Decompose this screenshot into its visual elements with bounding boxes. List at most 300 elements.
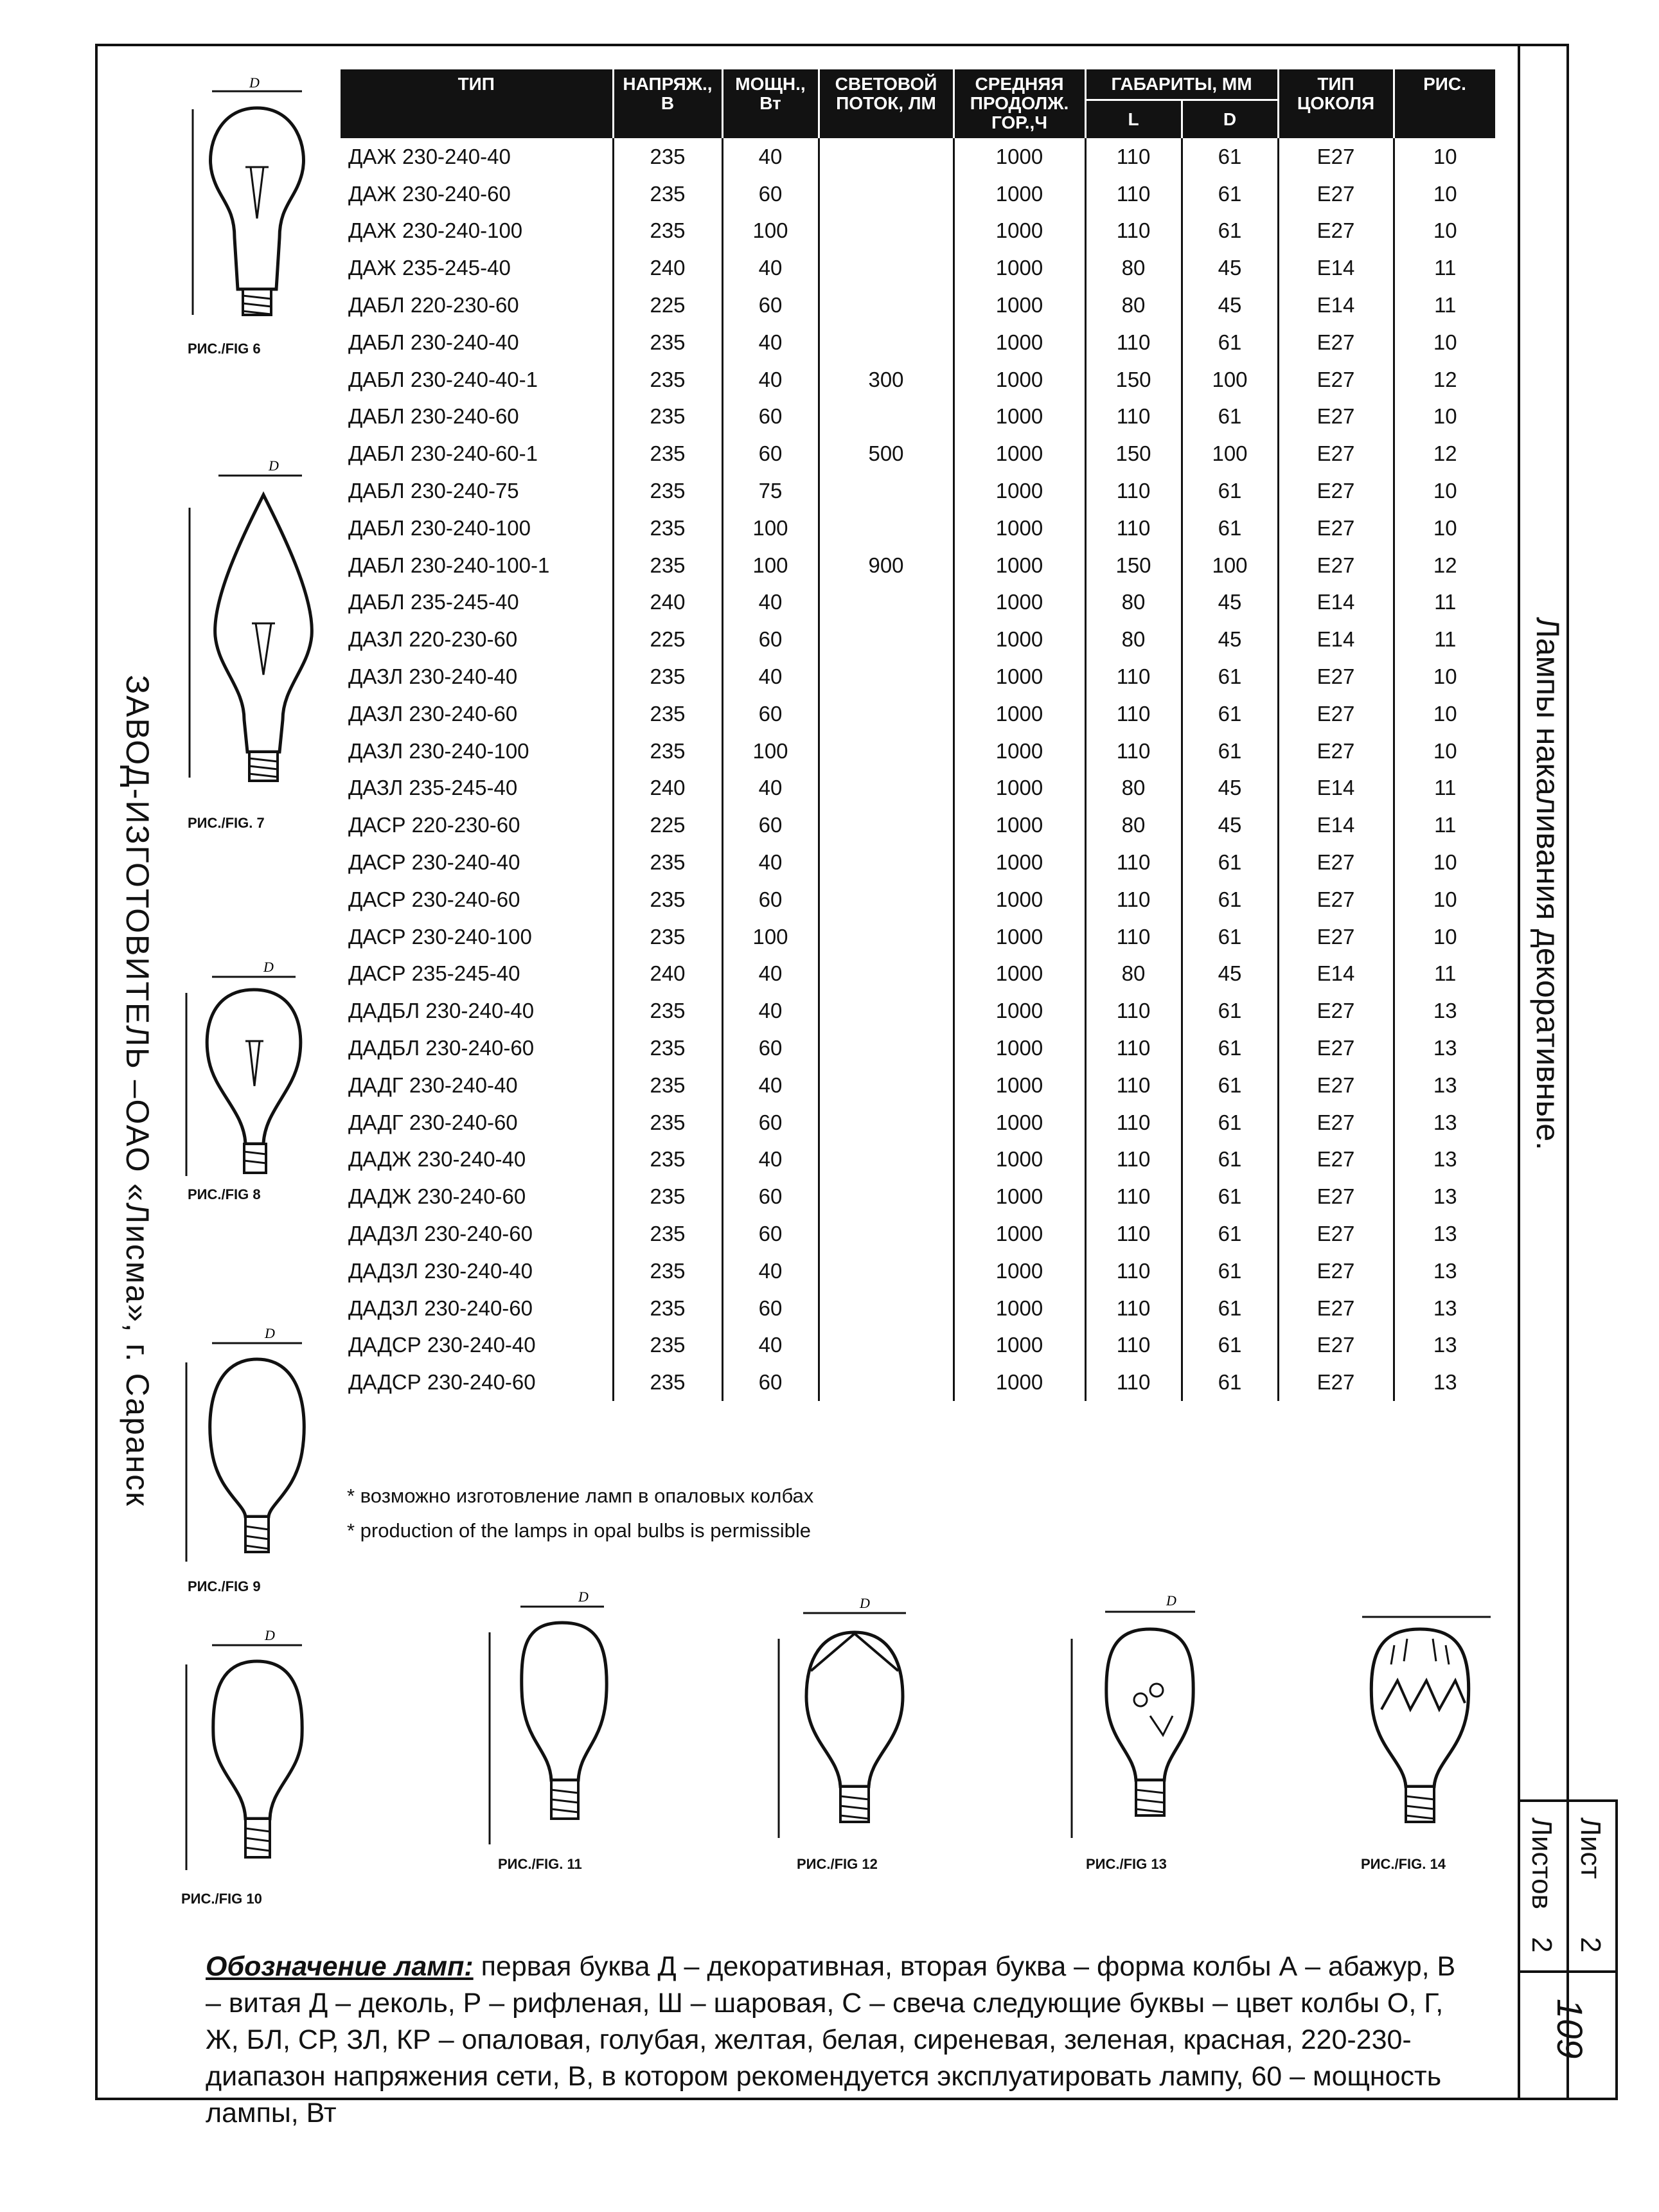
cell-voltage: 235 (613, 1178, 722, 1215)
fig13-d-label: D (1166, 1592, 1176, 1609)
fig11-label: РИС./FIG. 11 (498, 1856, 582, 1872)
cell-voltage: 235 (613, 992, 722, 1030)
cell-diameter: 61 (1182, 733, 1278, 770)
col-header-voltage: НАПРЯЖ., В (613, 69, 722, 138)
cell-voltage: 235 (613, 1215, 722, 1253)
fig6-label: РИС./FIG 6 (188, 341, 261, 357)
cell-type: ДАСР 235-245-40 (341, 956, 613, 993)
cell-voltage: 235 (613, 1067, 722, 1104)
cell-power: 100 (722, 510, 819, 547)
cell-base: E27 (1278, 1215, 1394, 1253)
cell-fig: 13 (1433, 999, 1457, 1023)
cell-type: ДАБЛ 235-245-40 (341, 584, 613, 621)
table-row (341, 918, 1496, 956)
cell-fig: 13 (1433, 1110, 1457, 1134)
table-row (341, 992, 1496, 1030)
table-row (341, 881, 1496, 918)
cell-fig: 10 (1433, 887, 1457, 911)
cell-type: ДАЗЛ 230-240-60 (341, 695, 613, 733)
table-row (341, 1141, 1496, 1179)
cell-type: ДАСР 230-240-40 (341, 844, 613, 881)
cell-voltage: 235 (613, 435, 722, 472)
cell-base: E27 (1278, 658, 1394, 695)
figure-10 (173, 1626, 341, 1883)
sheet-value: 2 (1575, 1937, 1606, 1953)
fig7-label: РИС./FIG. 7 (188, 815, 265, 831)
cell-base: E27 (1278, 1141, 1394, 1179)
cell-type: ДАБЛ 230-240-40-1 (341, 361, 613, 398)
cell-fig: 10 (1433, 924, 1457, 949)
cell-voltage: 235 (613, 1290, 722, 1327)
cell-base: E27 (1278, 1364, 1394, 1401)
cell-type: ДАДБЛ 230-240-60 (341, 1030, 613, 1067)
cell-power: 40 (722, 658, 819, 695)
cell-voltage: 235 (613, 324, 722, 361)
cell-base: E27 (1278, 695, 1394, 733)
col-header-life: СРЕДНЯЯ ПРОДОЛЖ. ГОР.,Ч (954, 69, 1085, 138)
cell-voltage: 235 (613, 472, 722, 510)
cell-life: 1000 (954, 1104, 1085, 1141)
cell-diameter: 61 (1182, 1327, 1278, 1364)
table-row (341, 658, 1496, 695)
cell-power: 40 (722, 956, 819, 993)
cell-diameter: 45 (1182, 249, 1278, 287)
cell-flux (819, 733, 954, 770)
col-header-dims: ГАБАРИТЫ, ММ (1085, 69, 1278, 100)
cell-type: ДАСР 220-230-60 (341, 807, 613, 844)
cell-fig: 10 (1433, 515, 1457, 540)
cell-power: 60 (722, 398, 819, 436)
cell-power: 60 (722, 807, 819, 844)
col-header-dim-l: L (1085, 100, 1182, 139)
cell-life: 1000 (954, 918, 1085, 956)
cell-base: E27 (1278, 510, 1394, 547)
table-row (341, 956, 1496, 993)
cell-type: ДАБЛ 220-230-60 (341, 287, 613, 324)
cell-power: 60 (722, 435, 819, 472)
cell-fig: 12 (1433, 442, 1457, 466)
cell-base: E27 (1278, 1030, 1394, 1067)
cell-fig: 10 (1433, 144, 1457, 168)
cell-length: 110 (1085, 1178, 1182, 1215)
cell-fig: 13 (1433, 1333, 1457, 1357)
cell-flux (819, 1067, 954, 1104)
cell-diameter: 100 (1182, 361, 1278, 398)
cell-power: 60 (722, 1104, 819, 1141)
cell-diameter: 61 (1182, 918, 1278, 956)
cell-type: ДАДСР 230-240-40 (341, 1327, 613, 1364)
cell-type: ДАЗЛ 230-240-100 (341, 733, 613, 770)
cell-type: ДАДЖ 230-240-60 (341, 1178, 613, 1215)
cell-flux (819, 992, 954, 1030)
cell-length: 110 (1085, 658, 1182, 695)
cell-length: 110 (1085, 510, 1182, 547)
cell-diameter: 61 (1182, 1067, 1278, 1104)
cell-fig: 10 (1433, 219, 1457, 243)
cell-base: E27 (1278, 844, 1394, 881)
cell-life: 1000 (954, 398, 1085, 436)
cell-base: E14 (1278, 249, 1394, 287)
fig12-label: РИС./FIG 12 (797, 1856, 878, 1872)
table-row (341, 695, 1496, 733)
cell-base: E27 (1278, 992, 1394, 1030)
cell-length: 80 (1085, 956, 1182, 993)
fig14-label: РИС./FIG. 14 (1361, 1856, 1446, 1872)
cell-length: 110 (1085, 918, 1182, 956)
cell-length: 110 (1085, 213, 1182, 250)
cell-flux (819, 584, 954, 621)
cell-power: 40 (722, 1141, 819, 1179)
cell-flux (819, 1030, 954, 1067)
cell-type: ДАДГ 230-240-60 (341, 1104, 613, 1141)
cell-diameter: 100 (1182, 435, 1278, 472)
cell-flux (819, 510, 954, 547)
cell-power: 40 (722, 138, 819, 175)
fig11-d-label: D (578, 1589, 589, 1605)
table-row (341, 1253, 1496, 1290)
cell-life: 1000 (954, 733, 1085, 770)
cell-type: ДАБЛ 230-240-100-1 (341, 547, 613, 584)
cell-power: 60 (722, 1215, 819, 1253)
cell-base: E14 (1278, 956, 1394, 993)
table-row (341, 1364, 1496, 1401)
cell-base: E27 (1278, 1290, 1394, 1327)
cell-length: 110 (1085, 1141, 1182, 1179)
cell-diameter: 61 (1182, 1215, 1278, 1253)
cell-voltage: 240 (613, 249, 722, 287)
table-row (341, 584, 1496, 621)
cell-life: 1000 (954, 138, 1085, 175)
cell-type: ДАДЗЛ 230-240-60 (341, 1215, 613, 1253)
cell-power: 60 (722, 175, 819, 213)
cell-power: 40 (722, 584, 819, 621)
cell-life: 1000 (954, 1364, 1085, 1401)
legend-title: Обозначение ламп: (206, 1951, 474, 1982)
col-header-dim-d: D (1182, 100, 1278, 139)
cell-base: E27 (1278, 361, 1394, 398)
cell-base: E27 (1278, 733, 1394, 770)
cell-type: ДАБЛ 230-240-60-1 (341, 435, 613, 472)
cell-power: 60 (722, 621, 819, 658)
cell-diameter: 45 (1182, 287, 1278, 324)
fig13-label: РИС./FIG 13 (1086, 1856, 1167, 1872)
cell-fig: 13 (1433, 1258, 1457, 1283)
document-title: Лампы накаливания декоративные. (1530, 617, 1566, 1150)
cell-length: 150 (1085, 547, 1182, 584)
cell-fig: 11 (1434, 293, 1457, 317)
cell-length: 80 (1085, 807, 1182, 844)
cell-diameter: 61 (1182, 1253, 1278, 1290)
cell-life: 1000 (954, 658, 1085, 695)
cell-diameter: 61 (1182, 1178, 1278, 1215)
cell-flux (819, 658, 954, 695)
cell-type: ДАДЗЛ 230-240-60 (341, 1290, 613, 1327)
figure-6 (173, 77, 341, 334)
cell-life: 1000 (954, 175, 1085, 213)
cell-life: 1000 (954, 510, 1085, 547)
cell-base: E14 (1278, 621, 1394, 658)
cell-diameter: 61 (1182, 1364, 1278, 1401)
cell-length: 110 (1085, 1327, 1182, 1364)
cell-power: 60 (722, 287, 819, 324)
cell-flux: 300 (819, 361, 954, 398)
table-row (341, 175, 1496, 213)
cell-power: 40 (722, 324, 819, 361)
lamp-spec-table (341, 69, 1497, 1401)
cell-fig: 10 (1433, 850, 1457, 875)
cell-diameter: 61 (1182, 1030, 1278, 1067)
cell-fig: 13 (1433, 1073, 1457, 1097)
cell-fig: 11 (1434, 776, 1457, 800)
cell-length: 110 (1085, 324, 1182, 361)
cell-power: 60 (722, 1364, 819, 1401)
fig10-label: РИС./FIG 10 (181, 1891, 262, 1907)
cell-voltage: 235 (613, 175, 722, 213)
cell-fig: 11 (1434, 256, 1457, 280)
cell-fig: 10 (1433, 701, 1457, 726)
figure-8 (173, 958, 341, 1189)
sheets-value: 2 (1526, 1937, 1557, 1953)
cell-power: 60 (722, 695, 819, 733)
cell-power: 40 (722, 1067, 819, 1104)
cell-length: 80 (1085, 584, 1182, 621)
cell-length: 80 (1085, 770, 1182, 807)
cell-voltage: 240 (613, 584, 722, 621)
table-row (341, 807, 1496, 844)
cell-fig: 13 (1433, 1296, 1457, 1320)
figure-11 (475, 1587, 643, 1857)
cell-length: 110 (1085, 1104, 1182, 1141)
cell-flux (819, 175, 954, 213)
footnote-ru: * возможно изготовление ламп в опаловых колбах (347, 1485, 814, 1507)
cell-voltage: 235 (613, 658, 722, 695)
cell-life: 1000 (954, 1067, 1085, 1104)
cell-life: 1000 (954, 1290, 1085, 1327)
cell-life: 1000 (954, 844, 1085, 881)
table-row (341, 510, 1496, 547)
cell-life: 1000 (954, 1327, 1085, 1364)
cell-length: 110 (1085, 881, 1182, 918)
table-row (341, 621, 1496, 658)
cell-life: 1000 (954, 472, 1085, 510)
cell-base: E27 (1278, 175, 1394, 213)
manufacturer-title: ЗАВОД-ИЗГОТОВИТЕЛЬ –ОАО «Лисма», г. Саранск (120, 675, 155, 1508)
cell-fig: 10 (1433, 330, 1457, 354)
cell-power: 100 (722, 733, 819, 770)
cell-diameter: 61 (1182, 472, 1278, 510)
table-row (341, 1030, 1496, 1067)
cell-length: 110 (1085, 175, 1182, 213)
cell-type: ДАЖ 230-240-100 (341, 213, 613, 250)
cell-voltage: 235 (613, 361, 722, 398)
cell-fig: 13 (1433, 1184, 1457, 1209)
cell-diameter: 61 (1182, 658, 1278, 695)
cell-diameter: 45 (1182, 770, 1278, 807)
table-row (341, 361, 1496, 398)
cell-type: ДАДЖ 230-240-40 (341, 1141, 613, 1179)
cell-voltage: 235 (613, 398, 722, 436)
cell-flux (819, 881, 954, 918)
cell-base: E27 (1278, 435, 1394, 472)
cell-life: 1000 (954, 1141, 1085, 1179)
cell-power: 40 (722, 770, 819, 807)
cell-type: ДАБЛ 230-240-75 (341, 472, 613, 510)
cell-type: ДАСР 230-240-100 (341, 918, 613, 956)
fig10-d-label: D (265, 1627, 275, 1643)
cell-flux (819, 1364, 954, 1401)
cell-length: 150 (1085, 361, 1182, 398)
sheet-label: Лист (1575, 1817, 1606, 1879)
cell-life: 1000 (954, 956, 1085, 993)
cell-power: 75 (722, 472, 819, 510)
cell-diameter: 61 (1182, 1104, 1278, 1141)
table-row (341, 1327, 1496, 1364)
cell-fig: 13 (1433, 1370, 1457, 1395)
cell-base: E27 (1278, 324, 1394, 361)
cell-diameter: 61 (1182, 324, 1278, 361)
cell-flux (819, 1215, 954, 1253)
cell-voltage: 225 (613, 807, 722, 844)
cell-length: 110 (1085, 1253, 1182, 1290)
cell-life: 1000 (954, 547, 1085, 584)
cell-length: 80 (1085, 287, 1182, 324)
cell-type: ДАЗЛ 230-240-40 (341, 658, 613, 695)
cell-voltage: 235 (613, 1030, 722, 1067)
cell-base: E27 (1278, 1067, 1394, 1104)
cell-diameter: 45 (1182, 956, 1278, 993)
cell-length: 110 (1085, 1215, 1182, 1253)
table-row (341, 547, 1496, 584)
cell-fig: 10 (1433, 181, 1457, 206)
cell-life: 1000 (954, 584, 1085, 621)
cell-life: 1000 (954, 807, 1085, 844)
cell-flux (819, 918, 954, 956)
cell-flux (819, 770, 954, 807)
fig8-d-label: D (263, 959, 274, 975)
table-row (341, 1290, 1496, 1327)
cell-type: ДАДЗЛ 230-240-40 (341, 1253, 613, 1290)
cell-type: ДАЖ 230-240-60 (341, 175, 613, 213)
cell-length: 110 (1085, 844, 1182, 881)
right-strip-divider (1518, 44, 1520, 2100)
cell-base: E27 (1278, 1178, 1394, 1215)
cell-power: 100 (722, 547, 819, 584)
cell-base: E27 (1278, 398, 1394, 436)
cell-power: 40 (722, 249, 819, 287)
cell-life: 1000 (954, 213, 1085, 250)
table-row (341, 770, 1496, 807)
table-row (341, 138, 1496, 175)
footnote-en: * production of the lamps in opal bulbs is permissible (347, 1519, 811, 1542)
cell-fig: 11 (1434, 961, 1457, 986)
cell-length: 110 (1085, 472, 1182, 510)
cell-diameter: 61 (1182, 1141, 1278, 1179)
cell-flux (819, 1104, 954, 1141)
cell-length: 110 (1085, 1364, 1182, 1401)
cell-life: 1000 (954, 695, 1085, 733)
col-header-power: МОЩН., Вт (722, 69, 819, 138)
cell-voltage: 235 (613, 881, 722, 918)
cell-fig: 12 (1433, 367, 1457, 391)
cell-base: E14 (1278, 584, 1394, 621)
cell-fig: 13 (1433, 1222, 1457, 1245)
cell-type: ДАДСР 230-240-60 (341, 1364, 613, 1401)
cell-life: 1000 (954, 249, 1085, 287)
figure-9 (173, 1324, 341, 1574)
cell-length: 110 (1085, 695, 1182, 733)
table-row (341, 844, 1496, 881)
sheets-label: Листов (1526, 1817, 1557, 1909)
table-row (341, 435, 1496, 472)
cell-fig: 11 (1434, 627, 1457, 652)
cell-voltage: 235 (613, 918, 722, 956)
fig7-d-label: D (269, 458, 279, 474)
cell-life: 1000 (954, 324, 1085, 361)
cell-voltage: 235 (613, 1327, 722, 1364)
cell-fig: 10 (1433, 664, 1457, 689)
col-header-base: ТИП ЦОКОЛЯ (1278, 69, 1394, 138)
cell-voltage: 225 (613, 621, 722, 658)
title-block-sheets (1518, 1799, 1569, 1973)
cell-diameter: 61 (1182, 398, 1278, 436)
table-row (341, 398, 1496, 436)
cell-life: 1000 (954, 287, 1085, 324)
cell-base: E14 (1278, 287, 1394, 324)
title-block-page (1518, 1970, 1618, 2100)
cell-type: ДАДГ 230-240-40 (341, 1067, 613, 1104)
fig6-d-label: D (249, 77, 260, 91)
cell-flux (819, 398, 954, 436)
figure-14 (1336, 1574, 1504, 1851)
page-number: 109 (1550, 1999, 1590, 2059)
cell-flux: 900 (819, 547, 954, 584)
cell-voltage: 235 (613, 1141, 722, 1179)
cell-base: E27 (1278, 1104, 1394, 1141)
col-header-type: ТИП (341, 69, 613, 138)
cell-voltage: 225 (613, 287, 722, 324)
cell-length: 110 (1085, 398, 1182, 436)
table-row (341, 1178, 1496, 1215)
cell-fig: 10 (1433, 738, 1457, 763)
cell-power: 60 (722, 881, 819, 918)
cell-base: E27 (1278, 547, 1394, 584)
cell-power: 100 (722, 918, 819, 956)
cell-life: 1000 (954, 361, 1085, 398)
cell-fig: 10 (1433, 479, 1457, 503)
cell-type: ДАЖ 230-240-40 (341, 138, 613, 175)
cell-base: E27 (1278, 472, 1394, 510)
cell-length: 80 (1085, 249, 1182, 287)
cell-fig: 11 (1434, 590, 1457, 614)
table-row (341, 472, 1496, 510)
cell-base: E27 (1278, 881, 1394, 918)
cell-flux (819, 844, 954, 881)
cell-voltage: 235 (613, 547, 722, 584)
cell-base: E27 (1278, 1253, 1394, 1290)
cell-base: E27 (1278, 213, 1394, 250)
cell-base: E27 (1278, 918, 1394, 956)
fig8-label: РИС./FIG 8 (188, 1186, 261, 1202)
cell-voltage: 235 (613, 138, 722, 175)
cell-length: 150 (1085, 435, 1182, 472)
figure-13 (1054, 1587, 1234, 1857)
cell-flux (819, 1178, 954, 1215)
table-header-row (341, 69, 1496, 100)
cell-power: 40 (722, 844, 819, 881)
cell-type: ДАСР 230-240-60 (341, 881, 613, 918)
cell-flux (819, 1290, 954, 1327)
cell-length: 80 (1085, 621, 1182, 658)
